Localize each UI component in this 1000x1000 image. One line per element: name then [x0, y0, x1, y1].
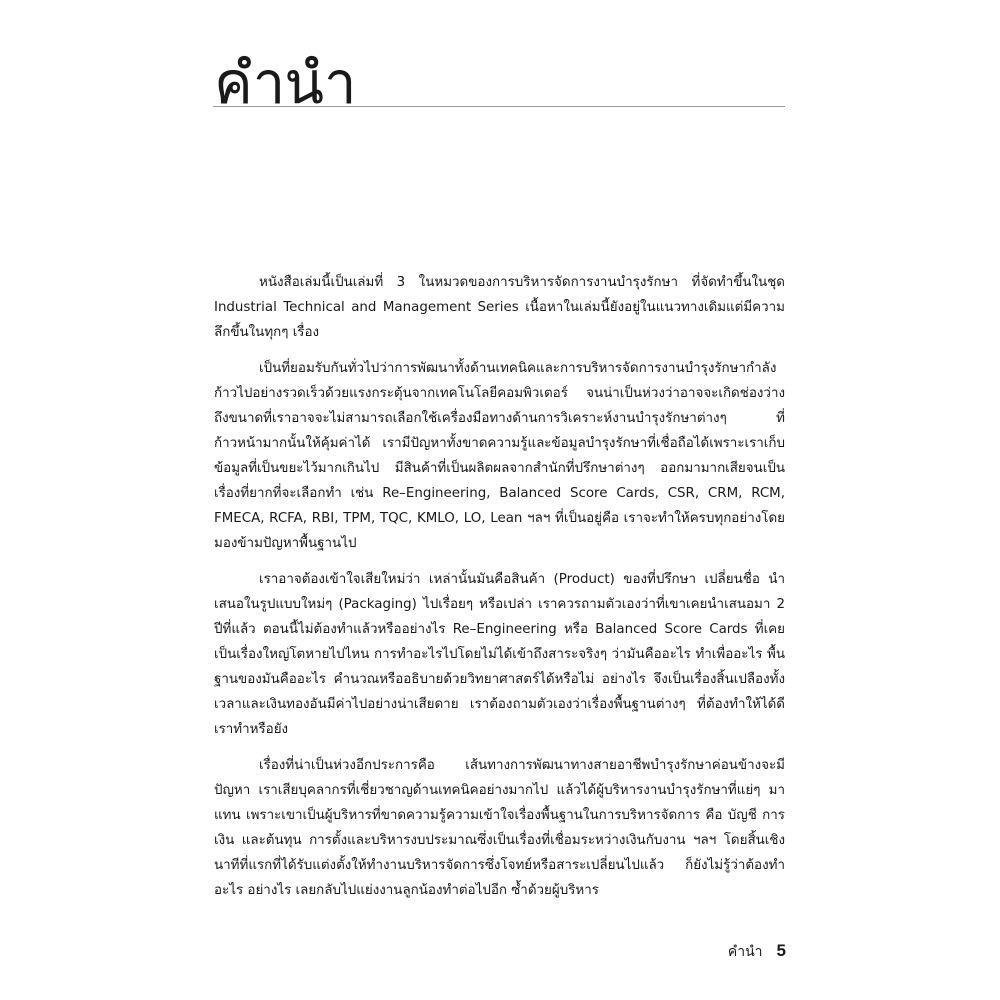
paragraph: หนังสือเล่มนี้เป็นเล่มที่ 3 ในหมวดของการบริหารจัดการงานบำรุงรักษา ที่จัดทำขึ้นในชุด Industrial Technical and Management Series เนื้อหาในเล่มนี้ยังอยู่ในแนวทางเดิมแต่มีความลึกขึ้นในทุกๆ เรื่อง: [214, 275, 785, 340]
paragraph: เรื่องที่น่าเป็นห่วงอีกประการคือ เส้นทางการพัฒนาทางสายอาชีพบำรุงรักษาค่อนข้างจะมีปัญหา เราเสียบุคลากรที่เชี่ยวชาญด้านเทคนิคอย่างมากไป แล้วได้ผู้บริหารงานบำรุงรักษาที่แย่ๆ มาแทน เพราะเขาเป็นผู้บริหารที่ขาดความรู้ความเข้าใจเรื่องพื้นฐานในการบริหารจัดการ คือ บัญชี การเงิน และต้นทุน การตั้งและบริหารงบประมาณซึ่งเป็นเรื่องที่เชื่อมระหว่างเงินกับงาน ฯลฯ โดยสิ้นเชิง นาทีที่แรกที่ได้รับแต่งตั้งให้ทำงานบริหารจัดการซึ่งโจทย์หรือสาระเปลี่ยนไปแล้ว ก็ยังไม่รู้ว่าต้องทำอะไร อย่างไร เลยกลับไปแย่งงานลูกน้องทำต่อไปอีก ซ้ำด้วยผู้บริหาร: [214, 758, 785, 898]
paragraph: เป็นที่ยอมรับกันทั่วไปว่าการพัฒนาทั้งด้านเทคนิคและการบริหารจัดการงานบำรุงรักษากำลังก้าวไปอย่างรวดเร็วด้วยแรงกระตุ้นจากเทคโนโลยีคอมพิวเตอร์ จนน่าเป็นห่วงว่าอาจจะเกิดช่องว่างถึงขนาดที่เราอาจจะไม่สามารถเลือกใช้เครื่องมือทางด้านการวิเคราะห์งานบำรุงรักษาต่างๆ ที่ก้าวหน้ามากนั้นให้คุ้มค่าได้ เรามีปัญหาทั้งขาดความรู้และข้อมูลบำรุงรักษาที่เชื่อถือได้เพราะเราเก็บข้อมูลที่เป็นขยะไว้มากเกินไป มีสินค้าที่เป็นผลิตผลจากสำนักที่ปรึกษาต่างๆ ออกมามากเสียจนเป็นเรื่องที่ยากที่จะเลือกทำ เช่น Re–Engineering, Balanced Score Cards, CSR, CRM, RCM, FMECA, RCFA, RBI, TPM, TQC, KMLO, LO, Lean ฯลฯ ที่เป็นอยู่คือ เราจะทำให้ครบทุกอย่างโดยมองข้ามปัญหาพื้นฐานไป: [214, 361, 785, 551]
title-underline-rule: [213, 106, 785, 107]
chapter-title: คำนำ: [214, 49, 356, 117]
paragraph: เราอาจต้องเข้าใจเสียใหม่ว่า เหล่านั้นมันคือสินค้า (Product) ของที่ปรึกษา เปลี่ยนชื่อ นำเสนอในรูปแบบใหม่ๆ (Packaging) ไปเรื่อยๆ หรือเปล่า เราควรถามตัวเองว่าที่เขาเคยนำเสนอมา 2 ปีที่แล้ว ตอนนี้ไม่ต้องทำแล้วหรืออย่างไร Re–Engineering หรือ Balanced Score Cards ที่เคยเป็นเรื่องใหญ่โตหายไปไหน การทำอะไรไปโดยไม่ได้เข้าถึงสาระจริงๆ ว่ามันคืออะไร ทำเพื่ออะไร พื้นฐานของมันคืออะไร คำนวณหรืออธิบายด้วยวิทยาศาสตร์ได้หรือไม่ อย่างไร จึงเป็นเรื่องสิ้นเปลืองทั้งเวลาและเงินทองอันมีค่าไปอย่างน่าเสียดาย เราต้องถามตัวเองว่าเรื่องพื้นฐานต่างๆ ที่ต้องทำให้ได้ดีเราทำหรือยัง: [214, 572, 785, 737]
running-head: คำนำ: [727, 944, 763, 960]
body-text: [214, 270, 785, 914]
page-number: 5: [776, 941, 786, 960]
page-footer: [728, 941, 786, 963]
